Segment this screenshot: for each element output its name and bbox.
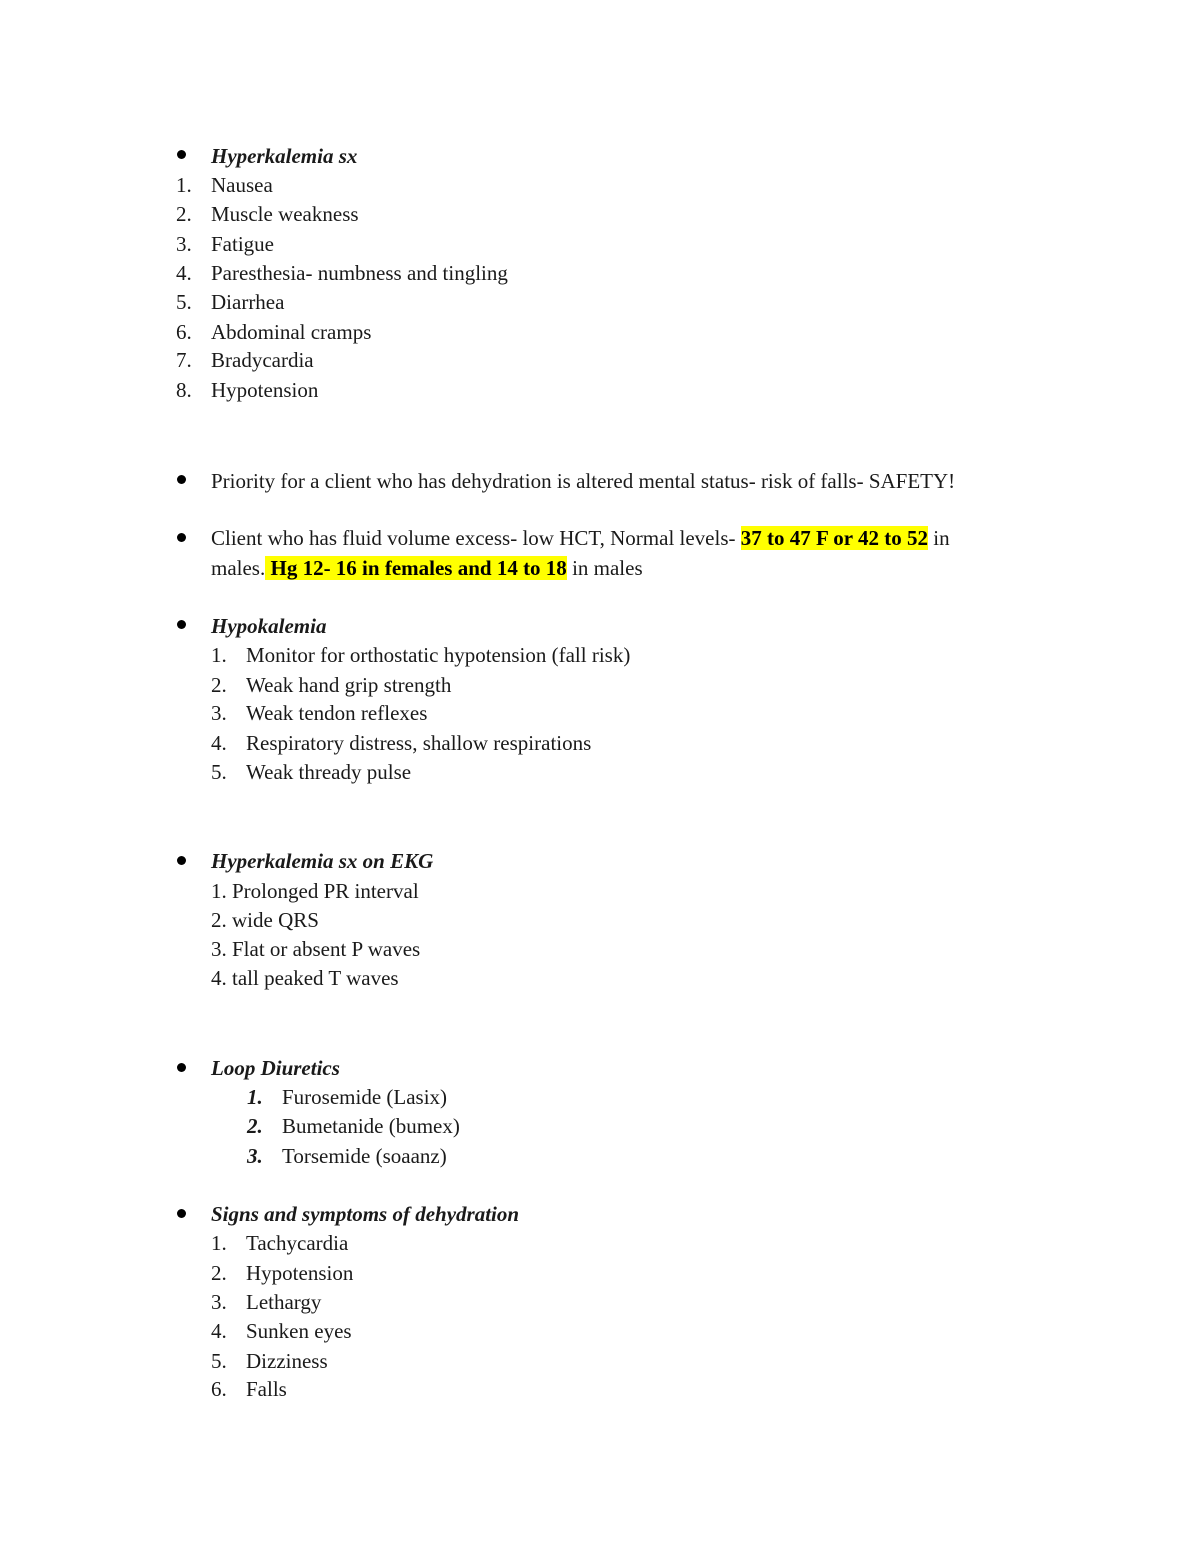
list-number: 4.: [176, 261, 192, 285]
list-item: 1. Prolonged PR interval: [211, 879, 419, 903]
list-item: Lethargy: [246, 1290, 322, 1314]
bullet-icon: [177, 533, 186, 542]
list-number: 4.: [211, 731, 227, 755]
list-number: 5.: [176, 290, 192, 314]
list-item: Respiratory distress, shallow respirations: [246, 731, 592, 755]
list-number: 8.: [176, 378, 192, 402]
list-item: 4. tall peaked T waves: [211, 966, 399, 990]
list-item: Weak tendon reflexes: [246, 701, 428, 725]
list-item: Weak hand grip strength: [246, 673, 452, 697]
section-heading-hyperkalemia: Hyperkalemia sx: [211, 144, 358, 168]
list-number: 2.: [211, 1261, 227, 1285]
bullet-icon: [177, 620, 186, 629]
list-item: Sunken eyes: [246, 1319, 352, 1343]
list-number: 6.: [211, 1377, 227, 1401]
list-number: 2.: [211, 673, 227, 697]
list-item: Dizziness: [246, 1349, 328, 1373]
highlighted-hg-range: Hg 12- 16 in females and 14 to 18: [265, 556, 567, 580]
list-item: Tachycardia: [246, 1231, 349, 1255]
section-heading-dehydration: Signs and symptoms of dehydration: [211, 1202, 520, 1226]
fluid-excess-line-2: [211, 553, 643, 583]
list-number: 1.: [211, 1231, 227, 1255]
fluid-excess-text: in: [928, 526, 950, 550]
list-item: Bradycardia: [211, 348, 314, 372]
list-item: Fatigue: [211, 232, 274, 256]
list-number: 5.: [211, 760, 227, 784]
bullet-icon: [177, 1209, 186, 1218]
list-number: 3.: [211, 1290, 227, 1314]
list-item: Falls: [246, 1377, 287, 1401]
bullet-icon: [177, 150, 186, 159]
fluid-excess-text: in males: [566, 556, 643, 580]
list-number: 1.: [247, 1085, 263, 1109]
list-number: 5.: [211, 1349, 227, 1373]
list-number: 6.: [176, 320, 192, 344]
highlighted-hct-range: 37 to 47 F or 42 to 52: [740, 526, 928, 550]
fluid-excess-text: males.: [211, 556, 266, 580]
list-item: Hypotension: [211, 378, 319, 402]
list-item: Abdominal cramps: [211, 320, 372, 344]
list-number: 3.: [247, 1144, 263, 1168]
section-heading-hypokalemia: Hypokalemia: [211, 614, 327, 638]
bullet-icon: [177, 475, 186, 484]
section-heading-ekg: Hyperkalemia sx on EKG: [211, 849, 434, 873]
list-number: 3.: [176, 232, 192, 256]
list-item: Monitor for orthostatic hypotension (fall risk): [246, 643, 631, 667]
fluid-excess-line-1: [211, 523, 950, 553]
list-number: 2.: [247, 1114, 263, 1138]
list-item: Weak thready pulse: [246, 760, 412, 784]
list-number: 1.: [176, 173, 192, 197]
list-number: 3.: [211, 701, 227, 725]
list-item: Furosemide (Lasix): [282, 1085, 448, 1109]
priority-statement: Priority for a client who has dehydration is altered mental status- risk of falls- SAFETY!: [211, 469, 956, 493]
section-heading-loop-diuretics: Loop Diuretics: [211, 1056, 340, 1080]
bullet-icon: [177, 1063, 186, 1072]
list-item: Muscle weakness: [211, 202, 359, 226]
list-item: 2. wide QRS: [211, 908, 319, 932]
list-number: 7.: [176, 348, 192, 372]
bullet-icon: [177, 856, 186, 865]
list-number: 2.: [176, 202, 192, 226]
list-number: 1.: [211, 643, 227, 667]
list-item: Nausea: [211, 173, 273, 197]
list-item: Diarrhea: [211, 290, 285, 314]
list-item: Hypotension: [246, 1261, 354, 1285]
list-item: Paresthesia- numbness and tingling: [211, 261, 508, 285]
list-item: 3. Flat or absent P waves: [211, 937, 421, 961]
fluid-excess-text: Client who has fluid volume excess- low HCT, Normal levels-: [211, 526, 741, 550]
list-number: 4.: [211, 1319, 227, 1343]
list-item: Bumetanide (bumex): [282, 1114, 460, 1138]
list-item: Torsemide (soaanz): [282, 1144, 447, 1168]
